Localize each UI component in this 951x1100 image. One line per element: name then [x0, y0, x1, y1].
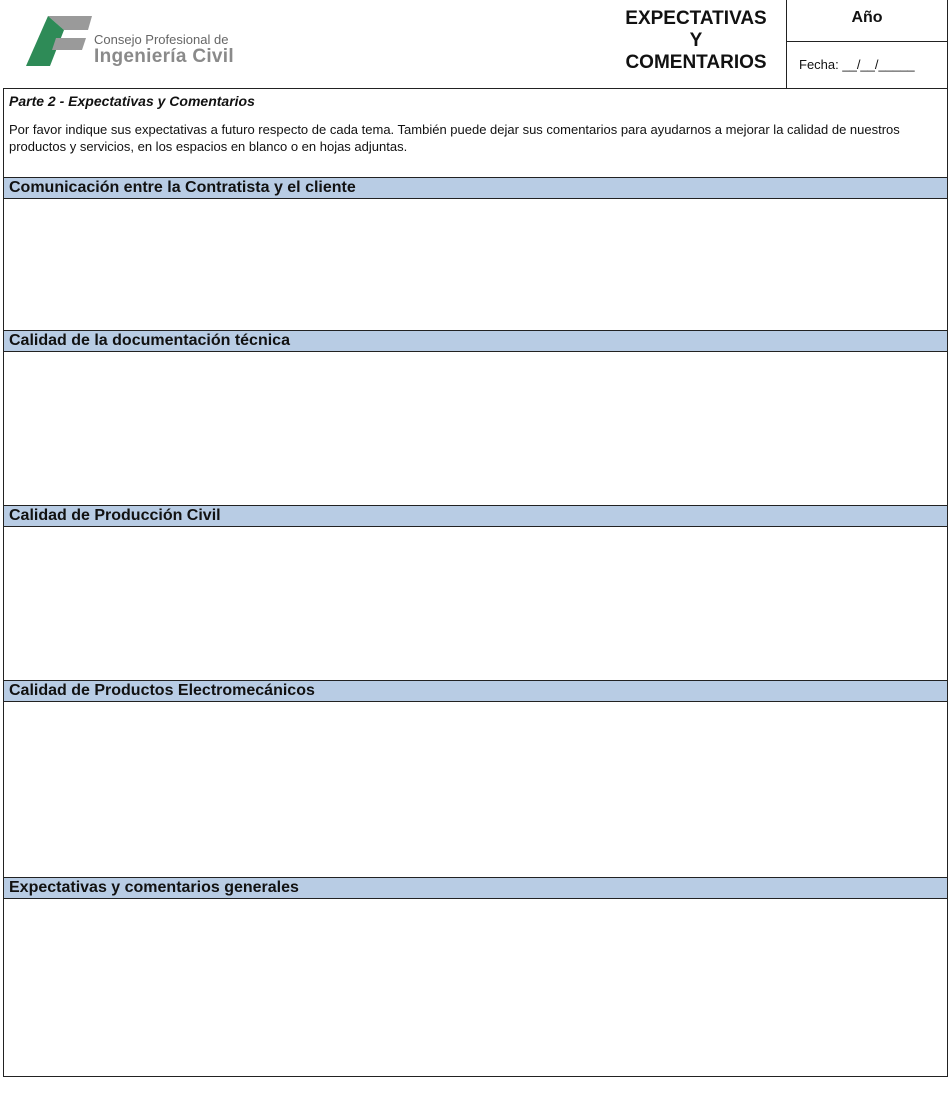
feedback-form [3, 88, 948, 1077]
section-body-communication[interactable] [4, 199, 947, 330]
section-header-communication: Comunicación entre la Contratista y el cliente [4, 177, 947, 199]
date-field[interactable]: Fecha: __/__/_____ [799, 57, 915, 72]
page-header [0, 0, 951, 89]
title-line3: COMENTARIOS [625, 52, 767, 73]
intro-title: Parte 2 - Expectativas y Comentarios [9, 93, 255, 109]
logo-mark-icon [26, 16, 92, 68]
section-header-civil-production: Calidad de Producción Civil [4, 505, 947, 527]
intro-block [4, 89, 947, 177]
logo-text-line1: Consejo Profesional de [94, 32, 229, 47]
section-header-electromechanical-products: Calidad de Productos Electromecánicos [4, 680, 947, 702]
title-line1: EXPECTATIVAS [625, 8, 767, 29]
section-body-civil-production[interactable] [4, 527, 947, 680]
meta-box [786, 0, 948, 89]
document-title [610, 8, 782, 74]
title-line2: Y [689, 30, 703, 51]
organization-logo [22, 14, 262, 70]
section-body-technical-documentation[interactable] [4, 352, 947, 505]
intro-text: Por favor indique sus expectativas a futuro respecto de cada tema. También puede dejar sus comentarios para ayudarnos a mejorar la calidad de nuestros productos y servicios, en los espacios en blanco o en hojas adjuntas. [9, 122, 900, 154]
section-body-electromechanical-products[interactable] [4, 702, 947, 877]
year-field[interactable]: Año [787, 0, 947, 42]
logo-text-line2: Ingeniería Civil [94, 46, 234, 67]
section-body-general-comments[interactable] [4, 899, 947, 1075]
section-header-technical-documentation: Calidad de la documentación técnica [4, 330, 947, 352]
section-header-general-comments: Expectativas y comentarios generales [4, 877, 947, 899]
